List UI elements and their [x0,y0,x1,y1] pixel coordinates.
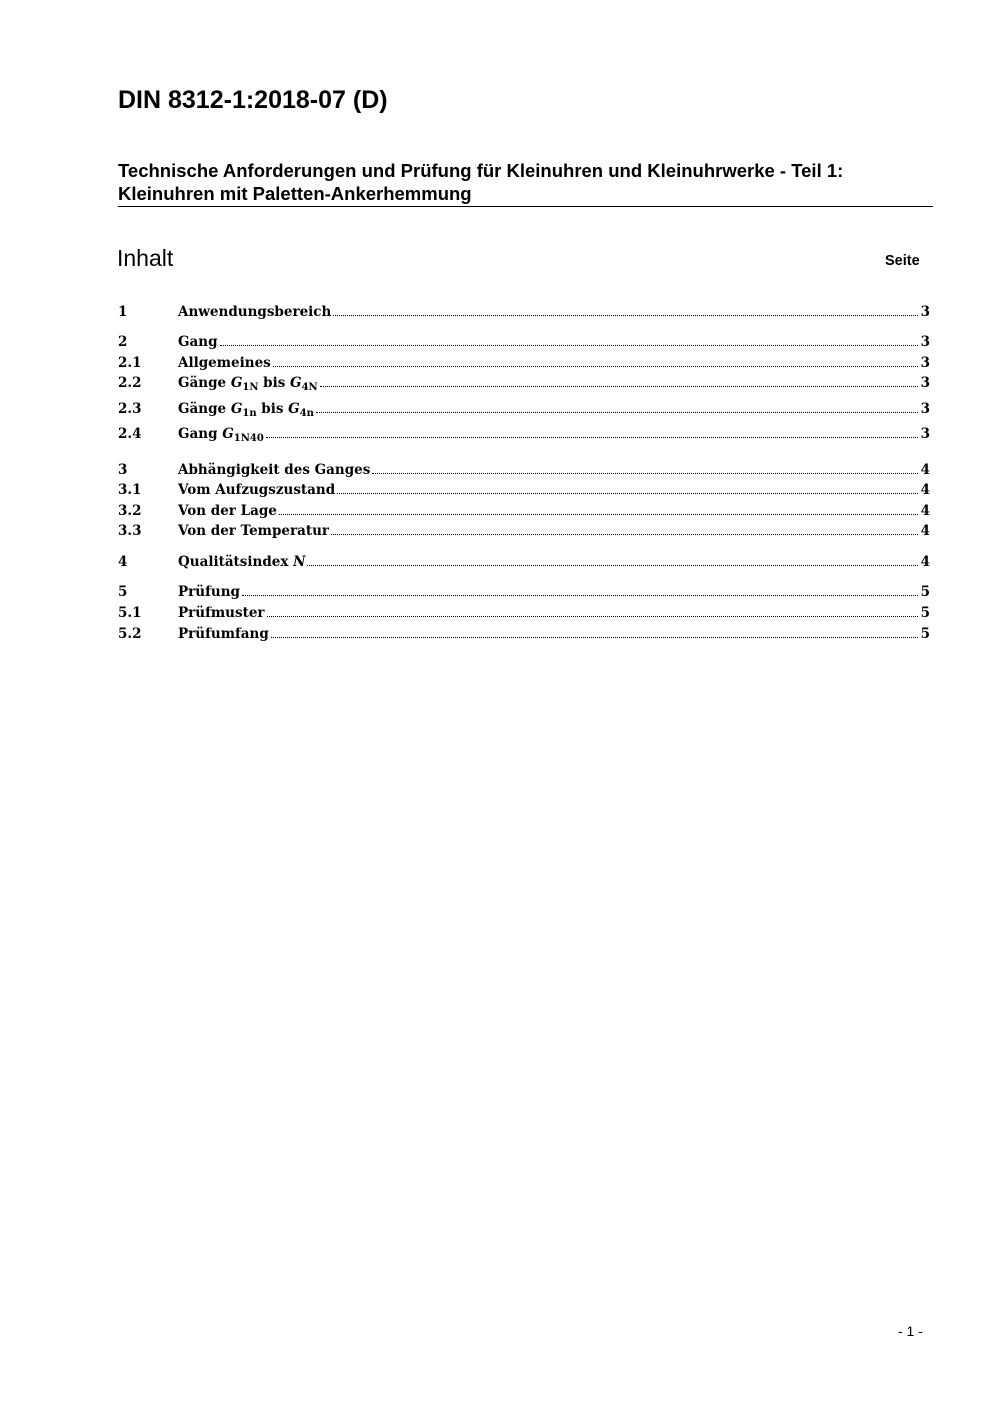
subscript: 4n [299,408,314,419]
toc-entry-number: 3 [118,462,128,478]
symbol-g: G [288,401,300,417]
toc-entry[interactable] [118,480,930,500]
table-of-contents [118,0,930,1403]
toc-entry-number: 2.2 [118,375,142,391]
toc-entry-number: 3.2 [118,503,142,519]
toc-dot-leader [271,636,918,638]
toc-title-text: Gänge [178,375,231,391]
toc-dot-leader [267,615,918,617]
toc-entry[interactable] [118,603,930,623]
toc-entry-page: 4 [920,523,930,539]
toc-entry-page: 3 [920,304,930,320]
toc-entry-title: Von der Temperatur [178,523,330,539]
toc-entry-title: Prüfung [178,584,240,600]
toc-entry-number: 2.3 [118,401,142,417]
toc-dot-leader [273,365,918,367]
toc-title-text: bis [256,401,289,417]
toc-entry-title: Prüfumfang [178,626,269,642]
symbol-g: G [222,426,234,442]
toc-entry-title: Abhängigkeit des Ganges [178,462,371,478]
toc-entry-number: 5 [118,584,128,600]
toc-entry-title [178,424,264,444]
toc-title-text: bis [258,375,291,391]
toc-entry-title: Gang [178,334,218,350]
toc-entry-title: Prüfmuster [178,605,265,621]
toc-entry-page: 4 [920,462,930,478]
toc-entry-page: 3 [920,334,930,350]
toc-entry-title: Von der Lage [178,503,277,519]
symbol-g: G [290,375,302,391]
toc-title-text: Qualitätsindex [178,554,294,570]
toc-entry-page: 4 [920,482,930,498]
toc-title-text: Gänge [178,401,231,417]
subscript: 1N [242,382,259,393]
subtitle-line-1: Technische Anforderungen und Prüfung für Kleinuhren und Kleinuhrwerke - Teil 1: [118,160,844,181]
toc-entry-page: 4 [920,554,930,570]
toc-entry[interactable] [118,552,930,572]
toc-entry-title: Allgemeines [178,355,271,371]
toc-entry-number: 3.3 [118,523,142,539]
toc-entry-number: 2 [118,334,128,350]
toc-dot-leader [242,594,918,596]
toc-entry-title [178,399,314,419]
toc-heading: Inhalt [117,245,174,271]
symbol-g: G [230,375,243,391]
toc-dot-leader [337,492,918,494]
toc-entry-number: 4 [118,554,128,570]
toc-entry-title [178,373,318,393]
toc-dot-leader [279,513,918,515]
toc-title-text: Gang [178,426,223,442]
toc-entry-number: 5.1 [118,605,142,621]
subtitle-line-2: Kleinuhren mit Paletten-Ankerhemmung [118,183,472,204]
toc-entry-page: 4 [920,503,930,519]
toc-dot-leader [316,411,918,413]
toc-entry-page: 3 [920,426,930,442]
toc-entry-page: 3 [920,375,930,391]
toc-dot-leader [333,314,918,316]
toc-entry[interactable] [118,582,930,602]
toc-entry[interactable] [118,332,930,352]
toc-entry[interactable] [118,399,930,419]
toc-dot-leader [307,564,918,566]
page-number: - 1 - [898,1323,923,1339]
toc-entry[interactable] [118,353,930,373]
toc-entry-title: Anwendungsbereich [178,304,332,320]
subscript: 4N [301,382,318,393]
toc-entry[interactable] [118,521,930,541]
toc-entry-page: 3 [920,355,930,371]
toc-entry[interactable] [118,424,930,444]
toc-entry[interactable] [118,302,930,322]
toc-entry-number: 5.2 [118,626,142,642]
toc-entry[interactable] [118,373,930,393]
toc-entry-page: 3 [920,401,930,417]
toc-dot-leader [266,436,918,438]
subscript: 1n [242,408,257,419]
toc-dot-leader [320,385,918,387]
toc-entry-page: 5 [920,584,930,600]
toc-entry[interactable] [118,624,930,644]
toc-entry-page: 5 [920,605,930,621]
toc-dot-leader [372,472,918,474]
toc-entry-title [178,552,305,572]
symbol-g: G [230,401,243,417]
toc-dot-leader [220,344,918,346]
toc-dot-leader [331,533,918,535]
toc-entry-page: 5 [920,626,930,642]
toc-entry-number: 2.1 [118,355,142,371]
toc-page-label: Seite [885,253,920,269]
toc-entry-number: 1 [118,304,128,320]
subscript: 1N40 [233,433,264,444]
toc-entry[interactable] [118,501,930,521]
toc-entry-title: Vom Aufzugszustand [178,482,336,498]
document-title: DIN 8312-1:2018-07 (D) [118,86,388,114]
symbol-n: N [293,554,306,570]
toc-entry-number: 3.1 [118,482,142,498]
toc-entry-number: 2.4 [118,426,142,442]
toc-entry[interactable] [118,460,930,480]
